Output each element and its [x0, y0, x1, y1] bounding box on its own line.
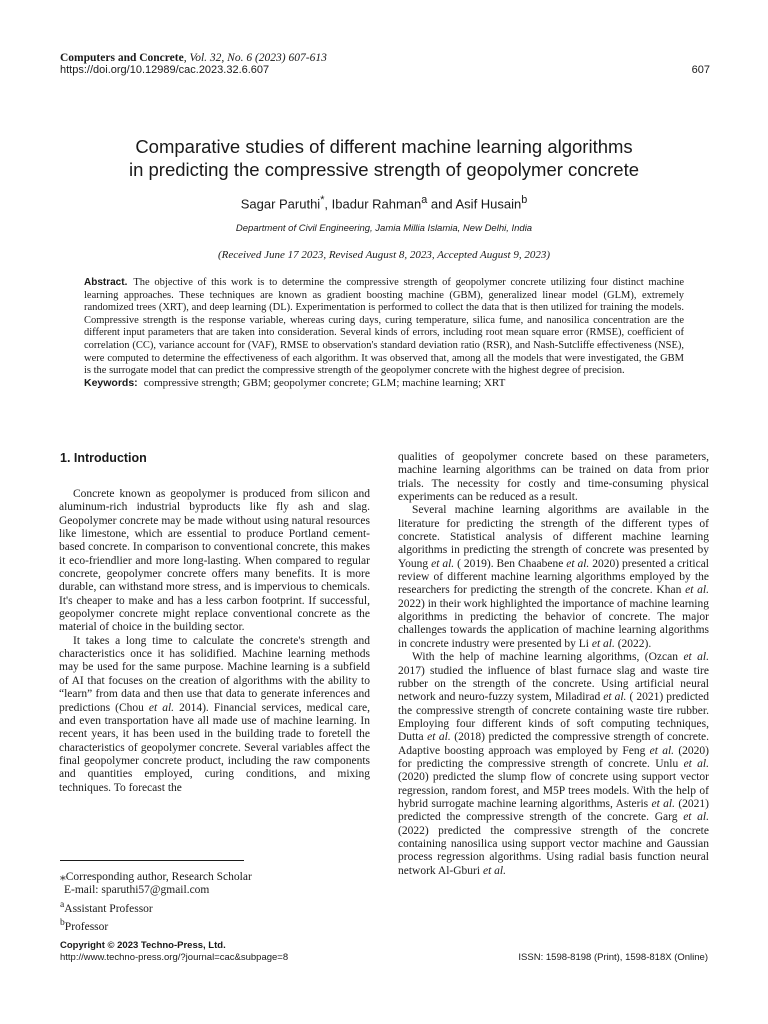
footnote-email: E-mail: sparuthi57@gmail.com — [64, 884, 210, 897]
footnotes — [60, 871, 252, 934]
citation-etal: et al. — [649, 744, 675, 757]
author-separator: , — [324, 196, 332, 212]
right-column — [398, 451, 709, 878]
paragraph-text: ( 2021) predicted the compressive strength of concrete containing waste tire rubber. Employing four different kinds of soft computing techniques, Dutta — [398, 691, 709, 744]
paragraph-text: (2022). — [614, 637, 652, 650]
citation-etal: et al. — [482, 864, 506, 877]
paragraph-text: (2021) predicted the compressive strength of the concrete. Garg — [398, 797, 709, 824]
paragraph-text: (2020) predicted the slump flow of concrete using support vector regression, random forest, and M5P trees models. With the help of hybrid surrogate machine learning algorithms, Asteris — [398, 771, 709, 810]
citation-etal: et al. — [148, 701, 175, 714]
citation-etal: et al. — [651, 797, 675, 810]
citation-etal: et al. — [591, 637, 615, 650]
received-dates: (Received June 17 2023, Revised August 8, 2023, Accepted August 9, 2023) — [217, 249, 551, 261]
paragraph-text: With the help of machine learning algorithms, (Ozcan — [412, 651, 684, 664]
citation-etal: et al. — [685, 584, 709, 597]
doi-link[interactable]: https://doi.org/10.12989/cac.2023.32.6.607 — [60, 64, 270, 76]
author-name: Ibadur Rahman — [331, 196, 422, 212]
citation-etal: et al. — [683, 757, 709, 770]
title-line-2: in predicting the compressive strength of geopolymer concrete — [128, 159, 640, 180]
copyright: Copyright © 2023 Techno-Press, Ltd. — [60, 940, 226, 951]
citation-etal: et al. — [683, 811, 710, 824]
volume-info: , Vol. 32, No. 6 (2023) 607-613 — [183, 52, 327, 64]
paragraph-text: (2018) predicted the compressive strength of concrete. Adaptive boosting approach was employed by Feng — [398, 731, 709, 757]
author-name: Asif Husain — [455, 196, 522, 212]
journal-name: Computers and Concrete — [60, 52, 184, 64]
citation-etal: et al. — [566, 557, 590, 570]
footnote-text: Assistant Professor — [64, 902, 153, 915]
abstract — [84, 277, 684, 378]
title-line-1: Comparative studies of different machine learning algorithms — [135, 136, 633, 157]
paragraph: Concrete known as geopolymer is produced from silicon and aluminum-rich industrial byproducts like fly ash and slag. Geopolymer concrete may be made without using natural resources like limestone, which are essential to produce Portland cement-based concrete. In comparison to conventional concrete, this makes it eco-friendlier and more long-lasting. When compared to regular concrete, geopolymer concrete offers many benefits. It is more durable, can withstand more stress, and is impervious to chemicals. It's cheaper to make and has a less carbon footprint. If successful, geopolymer concrete might replace conventional concrete as the material of choice in the building sector. — [59, 488, 370, 634]
paragraph-text: It takes a long time to calculate the concrete's strength and characteristics once it has solidified. Machine learning methods may be used for the same purpose. Machine learning is a subfield of AI that focuses on the creation of algorithms with the ability to “learn” from data and then use that data to generate inferences and predictions (Chou — [59, 634, 370, 714]
footnote-text: Professor — [64, 920, 109, 933]
keywords — [84, 377, 684, 389]
footnote-a — [60, 898, 252, 916]
citation-etal: et al. — [427, 731, 451, 744]
article-title — [60, 135, 708, 181]
citation-etal: et al. — [431, 557, 455, 570]
author-mark: a — [421, 194, 428, 206]
author-separator: and — [427, 196, 456, 212]
journal-url[interactable]: http://www.techno-press.org/?journal=cac&subpage=8 — [60, 952, 289, 963]
paragraph-text: 2017) studied the influence of blast furnace slag and waste tire rubber on the strength of the concrete. Using artificial neural network and neuro-fuzzy system, Miladirad — [398, 664, 709, 704]
author-name: Sagar Paruthi — [240, 196, 321, 212]
paragraph — [59, 635, 370, 795]
citation-etal: et al. — [683, 651, 710, 664]
journal-citation — [60, 51, 327, 65]
footnote-mark: b — [60, 917, 65, 929]
paragraph: qualities of geopolymer concrete based on these parameters, machine learning algorithms can be trained on data from prior trials. The necessity for costly and time-consuming physical experiments can be reduced as a result. — [398, 451, 709, 504]
paragraph-text: 2022) in their work highlighted the importance of machine learning algorithms in predicting the behavior of concrete. The major challenges towards the application of machine learning algorithms in concrete industry were presented by Li — [398, 597, 709, 650]
abstract-text: The objective of this work is to determine the compressive strength of geopolymer concrete utilizing four distinct machine learning approaches. These techniques are known as gradient boosting machine (GBM), generalized linear model (GLM), extremely randomized trees (XRT), and deep learning (DL). Experimentation is performed to collect the data that is then utilized for training the models. Compressive strength is the response variable, whereas curing days, curing temperature, silica fume, and nanosilica concentration are the different input parameters that are taken into consideration. Several kinds of errors, including root mean square error (RMSE), coefficient of correlation (CC), variance account for (VAF), RMSE to observation's standard deviation ratio (RSR), and Nash-Sutcliffe effectiveness (NSE), were computed to determine the effectiveness of each algorithm. It was observed that, among all the models that were investigated, the GBM is the surrogate model that can predict the compressive strength of the geopolymer concrete with the highest degree of precision. — [84, 277, 684, 377]
section-heading: 1. Introduction — [60, 451, 147, 465]
footnote-b — [60, 916, 252, 934]
keywords-text: compressive strength; GBM; geopolymer concrete; GLM; machine learning; XRT — [143, 377, 506, 389]
paragraph-text: 2014). Financial services, medical care, and even transportation have all made use of machine learning. In recent years, it has been used in the building trade to foretell the characteristics of geopolymer concrete. Several variables affect the final geopolymer concrete product, including the raw components and quantities employed, curing conditions, and mixing techniques. To forecast the — [59, 701, 371, 794]
paragraph-text: ( 2019). Ben Chaabene — [454, 557, 567, 570]
keywords-label: Keywords: — [84, 377, 138, 389]
author-mark: * — [320, 194, 325, 206]
page-number: 607 — [691, 64, 710, 76]
footnote-mark: a — [60, 898, 65, 910]
affiliation: Department of Civil Engineering, Jamia Millia Islamia, New Delhi, India — [235, 223, 533, 234]
paragraph — [398, 504, 709, 651]
paragraph-text: 2020) presented a critical review of different machine learning algorithms employed by the researchers for predicting the strength of the concrete. Khan — [398, 557, 709, 597]
paragraph — [398, 651, 709, 878]
left-column — [59, 488, 370, 795]
citation-etal: et al. — [603, 691, 627, 704]
paragraph-text: (2020) for predicting the compressive strength of concrete. Unlu — [398, 744, 709, 770]
issn: ISSN: 1598-8198 (Print), 1598-818X (Online) — [518, 952, 708, 963]
paragraph-text: Several machine learning algorithms are available in the literature for predicting the strength of the different types of concrete. Statistical analysis of different machine learning algorithms in predicting the strength of concrete was presented by Young — [398, 504, 709, 570]
paragraph-text: (2022) predicted the compressive strength of the concrete containing nanosilica using support vector machine and Gaussian process regression algorithms. Using radial basis function neural network Al-Gburi — [398, 824, 709, 877]
abstract-label: Abstract. — [84, 277, 128, 288]
author-list — [60, 194, 708, 211]
author-mark: b — [521, 194, 528, 206]
footnote-divider — [60, 860, 244, 861]
footnote-corresponding: ⁎Corresponding author, Research Scholar — [60, 871, 252, 883]
